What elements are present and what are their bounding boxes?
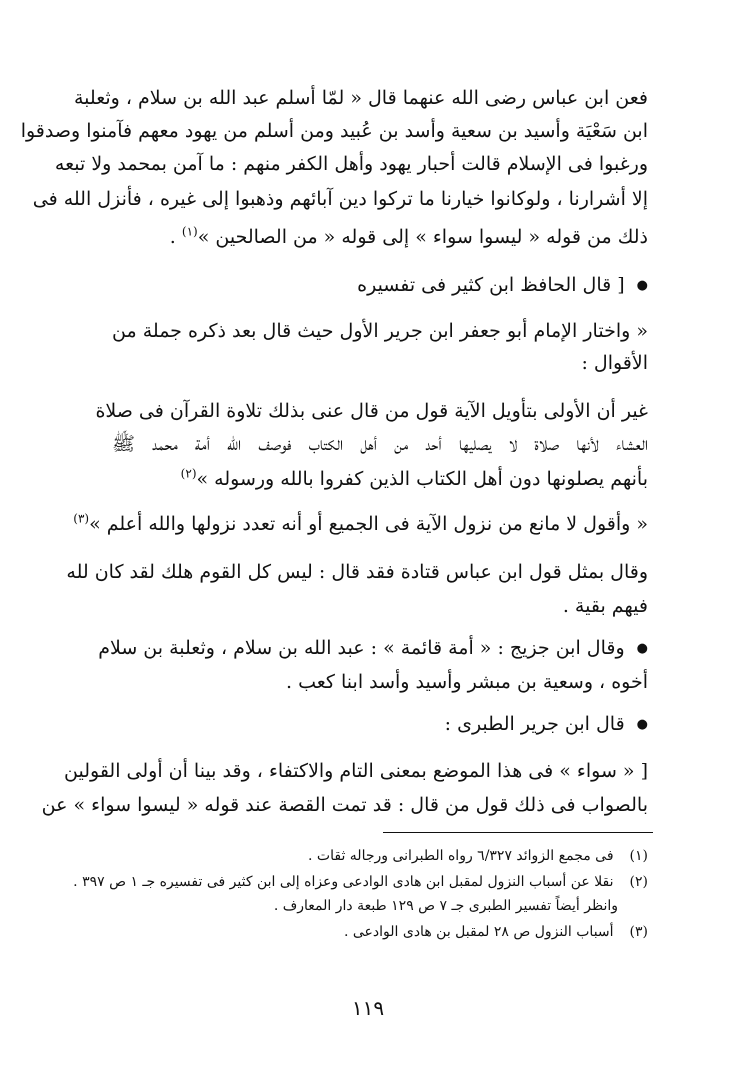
body-line-7: « واختار الإمام أبو جعفر ابن جرير الأول حيث قال بعد ذكره جملة من [112,320,648,342]
body-line-11 [181,467,648,491]
body-line-9: غير أن الأولى بتأويل الآية قول من قال عنى بذلك تلاوة القرآن فى صلاة [95,400,648,422]
body-line-5-text: ذلك من قوله « ليسوا سواء » إلى قوله « من الصالحين » [197,226,648,248]
footnote-2 [73,872,648,892]
footnote-marker-1: (١) [181,224,198,239]
page-number: ١١٩ [351,996,385,1020]
footnote-2-continuation-text: وانظر أيضاً تفسير الطبرى جـ ٧ ص ١٢٩ طبعة دار المعارف . [273,898,618,914]
body-line-11-text: بأنهم يصلونها دون أهل الكتاب الذين كفروا بالله ورسوله » [196,468,648,490]
body-line-1: فعن ابن عباس رضى الله عنهما قال « لمّا أسلم عبد الله بن سلام ، وثعلبة [73,87,648,109]
footnote-2-continuation [274,896,618,916]
footnote-3 [344,922,648,942]
body-line-10: العشاء لأنها صلاة لا يصليها أحد من أهل الكتاب فوصف الله أمة محمد ﷺ [112,433,648,455]
footnote-3-text: أسباب النزول ص ٢٨ لمقبل بن هادى الوادعى . [343,924,614,940]
body-line-12 [73,512,648,536]
body-line-5: ذلك من قوله « ليسوا سواء » إلى قوله « من الصالحين »$^{(١)}$ . [169,224,648,248]
bullet-ibn-juraij-text: وقال ابن جزيج : « أمة قائمة » : عبد الله بن سلام ، وثعلبة بن سلام [98,637,625,659]
bullet-ibn-kathir-text: [ قال الحافظ ابن كثير فى تفسيره [357,274,625,296]
footnote-1-number: (١) [629,848,648,864]
bullet-ibn-jarir [445,712,648,737]
body-line-14: فيهم بقية . [562,595,648,617]
body-line-18: [ « سواء » فى هذا الموضع بمعنى التام والاكتفاء ، وقد بينا أن أولى القولين [64,760,648,782]
body-line-3: ورغبوا فى الإسلام قالت أحبار يهود وأهل الكفر منهم : ما آمن بمحمد ولا تبعه [54,153,648,175]
footnote-divider [383,832,653,833]
bullet-ibn-jarir-text: قال ابن جرير الطبرى : [444,713,625,735]
bullet-ibn-kathir [357,273,648,298]
body-line-19: بالصواب فى ذلك قول من قال : قد تمت القصة عند قوله « ليسوا سواء » عن [41,794,648,816]
body-line-2: ابن سَعْيَة وأسيد بن سعية وأسد بن عُبيد ومن أسلم من يهود معهم فآمنوا وصدقوا [20,120,648,142]
body-line-4: إلا أشرارنا ، ولوكانوا خيارنا ما تركوا دين آبائهم وذهبوا إلى غيره ، فأنزل الله فى [32,188,648,210]
footnote-2-number: (٢) [629,874,648,890]
body-line-16: أخوه ، وسعية بن مبشر وأسيد وأسد ابنا كعب . [286,671,648,693]
footnote-3-number: (٣) [629,924,648,940]
footnote-2-text: نقلا عن أسباب النزول لمقبل ابن هادى الوادعى وعزاه إلى ابن كثير فى تفسيره جـ ١ ص ٣٩٧ . [73,874,614,890]
body-line-12-text: « وأقول لا مانع من نزول الآية فى الجميع أو أنه تعدد نزولها والله أعلم » [89,513,648,535]
footnote-1 [308,846,648,866]
body-line-13: وقال بمثل قول ابن عباس قتادة فقد قال : ليس كل القوم هلك لقد كان لله [66,561,648,583]
footnote-marker-3: (٣) [73,511,90,526]
bullet-ibn-juraij [98,636,648,661]
footnote-1-text: فى مجمع الزوائد ٦/٣٢٧ رواه الطبرانى ورجاله ثقات . [308,848,614,864]
footnote-marker-2: (٢) [180,466,197,481]
body-line-8: الأقوال : [581,352,648,374]
